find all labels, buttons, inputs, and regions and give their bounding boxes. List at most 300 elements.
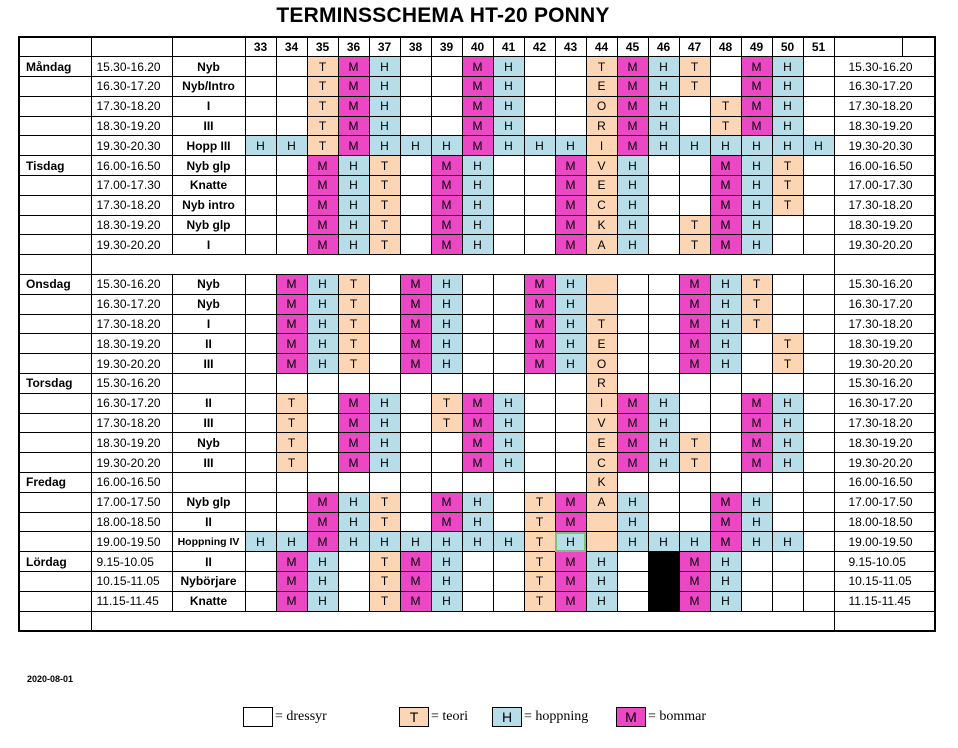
lesson-cell: H [462,492,493,512]
lesson-cell: M [462,116,493,136]
schedule-row [19,393,935,413]
lesson-cell [431,57,462,77]
legend-box-bommar: M [616,707,646,727]
lesson-cell [803,433,834,453]
lesson-cell [586,294,617,314]
schedule-row [19,314,935,334]
lesson-cell [772,215,803,235]
lesson-cell: M [400,591,431,611]
week-number: 46 [648,37,679,57]
lesson-cell [648,275,679,295]
group-label [172,473,245,493]
lesson-cell [276,473,307,493]
lesson-cell: M [338,77,369,97]
lesson-cell [431,116,462,136]
lesson-cell [276,156,307,176]
lesson-cell: H [617,176,648,196]
lesson-cell: H [493,453,524,473]
lesson-cell: M [307,176,338,196]
lesson-cell [617,552,648,572]
lesson-cell [679,393,710,413]
lesson-cell [431,77,462,97]
lesson-cell [400,77,431,97]
lesson-cell [555,116,586,136]
lesson-cell [803,275,834,295]
lesson-cell [338,374,369,394]
lesson-cell: H [710,314,741,334]
lesson-cell: H [710,294,741,314]
time-slot-right: 15.30-16.20 [834,275,935,295]
lesson-cell: H [307,334,338,354]
day-label [19,413,91,433]
lesson-cell: T [524,591,555,611]
lesson-cell [245,433,276,453]
lesson-cell: H [431,294,462,314]
lesson-cell [679,512,710,532]
lesson-cell: H [648,136,679,156]
lesson-cell [524,433,555,453]
lesson-cell [648,294,679,314]
lesson-cell [741,354,772,374]
time-slot: 18.30-19.20 [91,334,172,354]
lesson-cell [431,473,462,493]
lesson-cell: V [586,413,617,433]
lesson-cell: H [338,235,369,255]
lesson-cell [307,473,338,493]
lesson-cell: M [679,294,710,314]
time-slot-right: 18.30-19.20 [834,334,935,354]
lesson-cell [648,473,679,493]
lesson-cell [400,96,431,116]
lesson-cell: M [462,136,493,156]
lesson-cell [803,195,834,215]
lesson-cell [741,591,772,611]
legend-dressyr [243,707,327,727]
day-label [19,77,91,97]
lesson-cell [462,572,493,592]
lesson-cell: M [307,492,338,512]
lesson-cell: K [586,215,617,235]
lesson-cell [493,156,524,176]
lesson-cell [803,235,834,255]
time-slot-right: 19.30-20.20 [834,453,935,473]
lesson-cell: M [555,552,586,572]
lesson-cell: M [679,591,710,611]
lesson-cell: H [741,532,772,552]
group-label: I [172,235,245,255]
lesson-cell [524,374,555,394]
day-label [19,314,91,334]
time-slot: 17.00-17.50 [91,492,172,512]
lesson-cell: H [431,334,462,354]
lesson-cell: M [555,572,586,592]
lesson-cell [555,96,586,116]
time-slot-right: 16.30-17.20 [834,294,935,314]
lesson-cell: H [772,433,803,453]
lesson-cell: H [586,552,617,572]
lesson-cell: M [679,552,710,572]
legend-box-hoppning: H [492,707,522,727]
lesson-cell: M [276,552,307,572]
group-label: Nyb/Intro [172,77,245,97]
lesson-cell: T [338,334,369,354]
lesson-cell [276,116,307,136]
lesson-cell [524,413,555,433]
lesson-cell: T [338,314,369,334]
lesson-cell [555,77,586,97]
day-label: Tisdag [19,156,91,176]
lesson-cell: H [648,453,679,473]
lesson-cell: M [710,215,741,235]
schedule-row [19,572,935,592]
lesson-cell [245,453,276,473]
schedule-row [19,473,935,493]
lesson-cell [493,215,524,235]
day-label [19,512,91,532]
lesson-cell [586,275,617,295]
lesson-cell: H [338,156,369,176]
lesson-cell: E [586,77,617,97]
lesson-cell: A [586,492,617,512]
lesson-cell [803,552,834,572]
lesson-cell: T [338,354,369,374]
group-label: III [172,453,245,473]
lesson-cell: M [617,116,648,136]
lesson-cell: H [245,136,276,156]
lesson-cell: C [586,195,617,215]
lesson-cell: T [524,572,555,592]
day-label [19,354,91,374]
lesson-cell [431,374,462,394]
lesson-cell [276,512,307,532]
lesson-cell: T [338,294,369,314]
lesson-cell [803,96,834,116]
lesson-cell [276,215,307,235]
lesson-cell [400,492,431,512]
lesson-cell: A [586,235,617,255]
lesson-cell [679,413,710,433]
lesson-cell: H [307,591,338,611]
lesson-cell [493,492,524,512]
day-label [19,433,91,453]
week-number: 37 [369,37,400,57]
lesson-cell: H [772,532,803,552]
lesson-cell [400,176,431,196]
lesson-cell [462,374,493,394]
lesson-cell: T [369,156,400,176]
lesson-cell: T [307,77,338,97]
lesson-cell: H [710,552,741,572]
lesson-cell [710,374,741,394]
lesson-cell [710,413,741,433]
group-label: Hoppning IV [172,532,245,552]
group-label: Nyb [172,275,245,295]
lesson-cell: M [617,393,648,413]
lesson-cell: H [617,195,648,215]
lesson-cell: T [524,512,555,532]
lesson-cell [245,235,276,255]
lesson-cell [276,374,307,394]
lesson-cell: M [524,354,555,374]
lesson-cell: E [586,433,617,453]
lesson-cell: M [679,354,710,374]
lesson-cell: M [462,433,493,453]
schedule-row [19,215,935,235]
lesson-cell [648,572,679,592]
group-label: Nyb glp [172,492,245,512]
lesson-cell [524,473,555,493]
time-slot-right: 10.15-11.05 [834,572,935,592]
lesson-cell [524,77,555,97]
lesson-cell: M [307,215,338,235]
lesson-cell: M [462,453,493,473]
schedule-row [19,374,935,394]
day-label [19,572,91,592]
lesson-cell: M [276,591,307,611]
lesson-cell: M [710,195,741,215]
lesson-cell: M [524,314,555,334]
header-blank [91,37,172,57]
lesson-cell [617,473,648,493]
legend-label-bommar: = bommar [648,709,707,724]
lesson-cell: M [679,334,710,354]
legend-label-dressyr: = dressyr [275,709,327,724]
time-slot: 19.30-20.20 [91,453,172,473]
lesson-cell [617,374,648,394]
lesson-cell: M [431,176,462,196]
lesson-cell: T [586,57,617,77]
legend-label-hoppning: = hoppning [524,709,589,724]
time-slot-right: 19.30-20.20 [834,235,935,255]
lesson-cell: M [617,413,648,433]
lesson-cell [245,354,276,374]
time-slot: 15.30-16.20 [91,57,172,77]
lesson-cell: H [648,433,679,453]
lesson-cell: H [276,532,307,552]
lesson-cell: M [431,512,462,532]
lesson-cell: M [338,136,369,156]
lesson-cell [648,156,679,176]
lesson-cell [245,96,276,116]
lesson-cell [524,453,555,473]
lesson-cell: H [679,136,710,156]
lesson-cell: M [710,492,741,512]
lesson-cell: T [741,275,772,295]
lesson-cell: H [493,57,524,77]
lesson-cell: M [679,314,710,334]
lesson-cell [338,473,369,493]
lesson-cell [803,176,834,196]
lesson-cell: M [741,77,772,97]
lesson-cell: M [555,195,586,215]
lesson-cell: T [679,57,710,77]
group-label: Knatte [172,176,245,196]
lesson-cell: M [462,57,493,77]
lesson-cell [617,354,648,374]
lesson-cell: H [555,136,586,156]
lesson-cell: T [772,176,803,196]
lesson-cell [648,374,679,394]
lesson-cell [803,116,834,136]
lesson-cell [648,492,679,512]
time-slot: 16.30-17.20 [91,294,172,314]
lesson-cell [803,532,834,552]
time-slot-right: 16.30-17.20 [834,77,935,97]
time-slot-right: 18.30-19.20 [834,215,935,235]
time-slot-right: 15.30-16.20 [834,374,935,394]
time-slot: 18.30-19.20 [91,116,172,136]
lesson-cell: M [741,116,772,136]
time-slot: 19.30-20.30 [91,136,172,156]
lesson-cell [524,57,555,77]
lesson-cell: H [431,354,462,374]
week-number: 40 [462,37,493,57]
day-label: Torsdag [19,374,91,394]
lesson-cell [679,96,710,116]
lesson-cell [555,374,586,394]
time-slot-right: 16.30-17.20 [834,393,935,413]
lesson-cell [400,374,431,394]
lesson-cell: H [555,275,586,295]
lesson-cell [524,96,555,116]
lesson-cell: H [400,532,431,552]
lesson-cell [369,473,400,493]
lesson-cell: T [679,235,710,255]
day-label: Onsdag [19,275,91,295]
day-label [19,532,91,552]
lesson-cell [803,156,834,176]
schedule-row [19,334,935,354]
lesson-cell: H [369,77,400,97]
time-slot: 19.00-19.50 [91,532,172,552]
time-slot-right: 17.30-18.20 [834,413,935,433]
lesson-cell: T [710,116,741,136]
lesson-cell [741,552,772,572]
page-title: TERMINSSCHEMA HT-20 PONNY [276,4,610,27]
lesson-cell [369,374,400,394]
lesson-cell: H [586,591,617,611]
lesson-cell: H [710,275,741,295]
lesson-cell [493,275,524,295]
lesson-cell: H [462,532,493,552]
schedule-row [19,453,935,473]
time-slot-right: 17.00-17.30 [834,176,935,196]
time-slot: 17.30-18.20 [91,96,172,116]
day-label [19,116,91,136]
group-label: Nyb intro [172,195,245,215]
lesson-cell: M [431,215,462,235]
lesson-cell: H [493,413,524,433]
lesson-cell: H [772,57,803,77]
lesson-cell [245,591,276,611]
lesson-cell: H [617,215,648,235]
lesson-cell: H [772,413,803,433]
lesson-cell [245,334,276,354]
lesson-cell [679,374,710,394]
lesson-cell: M [617,96,648,116]
lesson-cell: M [555,176,586,196]
lesson-cell: M [462,393,493,413]
time-slot: 9.15-10.05 [91,552,172,572]
lesson-cell: M [555,215,586,235]
lesson-cell [493,294,524,314]
lesson-cell: H [710,136,741,156]
lesson-cell: H [710,354,741,374]
lesson-cell: H [493,433,524,453]
day-label [19,215,91,235]
group-label: II [172,512,245,532]
lesson-cell: H [276,136,307,156]
lesson-cell [710,433,741,453]
lesson-cell [524,235,555,255]
lesson-cell [803,591,834,611]
lesson-cell [586,532,617,552]
group-label: II [172,393,245,413]
lesson-cell: H [307,572,338,592]
lesson-cell [803,413,834,433]
time-slot: 19.30-20.20 [91,235,172,255]
lesson-cell [400,453,431,473]
lesson-cell: M [338,433,369,453]
lesson-cell: M [617,57,648,77]
lesson-cell [276,492,307,512]
lesson-cell: H [369,453,400,473]
lesson-cell [648,215,679,235]
lesson-cell: H [648,57,679,77]
lesson-cell [648,354,679,374]
week-number: 36 [338,37,369,57]
blank-row-span [91,611,834,631]
time-slot-right: 18.30-19.20 [834,116,935,136]
lesson-cell [555,393,586,413]
lesson-cell [245,393,276,413]
lesson-cell [803,453,834,473]
group-label [172,374,245,394]
lesson-cell: O [586,96,617,116]
week-number: 48 [710,37,741,57]
week-number: 50 [772,37,803,57]
lesson-cell: H [617,512,648,532]
lesson-cell: H [617,156,648,176]
day-label [19,591,91,611]
lesson-cell [803,393,834,413]
lesson-cell: H [400,136,431,156]
lesson-cell [555,473,586,493]
lesson-cell [431,453,462,473]
schedule-row [19,57,935,77]
lesson-cell: R [586,374,617,394]
lesson-cell: E [586,176,617,196]
lesson-cell [803,492,834,512]
group-label: Nyb [172,294,245,314]
lesson-cell: H [338,195,369,215]
lesson-cell: M [617,453,648,473]
time-slot-right: 16.00-16.50 [834,156,935,176]
lesson-cell: H [431,532,462,552]
lesson-cell: H [772,96,803,116]
lesson-cell: M [555,156,586,176]
lesson-cell: H [648,77,679,97]
group-label: Nyb glp [172,156,245,176]
lesson-cell [493,195,524,215]
lesson-cell [369,354,400,374]
lesson-cell: H [369,57,400,77]
lesson-cell: H [555,532,586,552]
schedule-row [19,77,935,97]
lesson-cell [772,572,803,592]
lesson-cell: H [648,532,679,552]
lesson-cell: M [741,453,772,473]
